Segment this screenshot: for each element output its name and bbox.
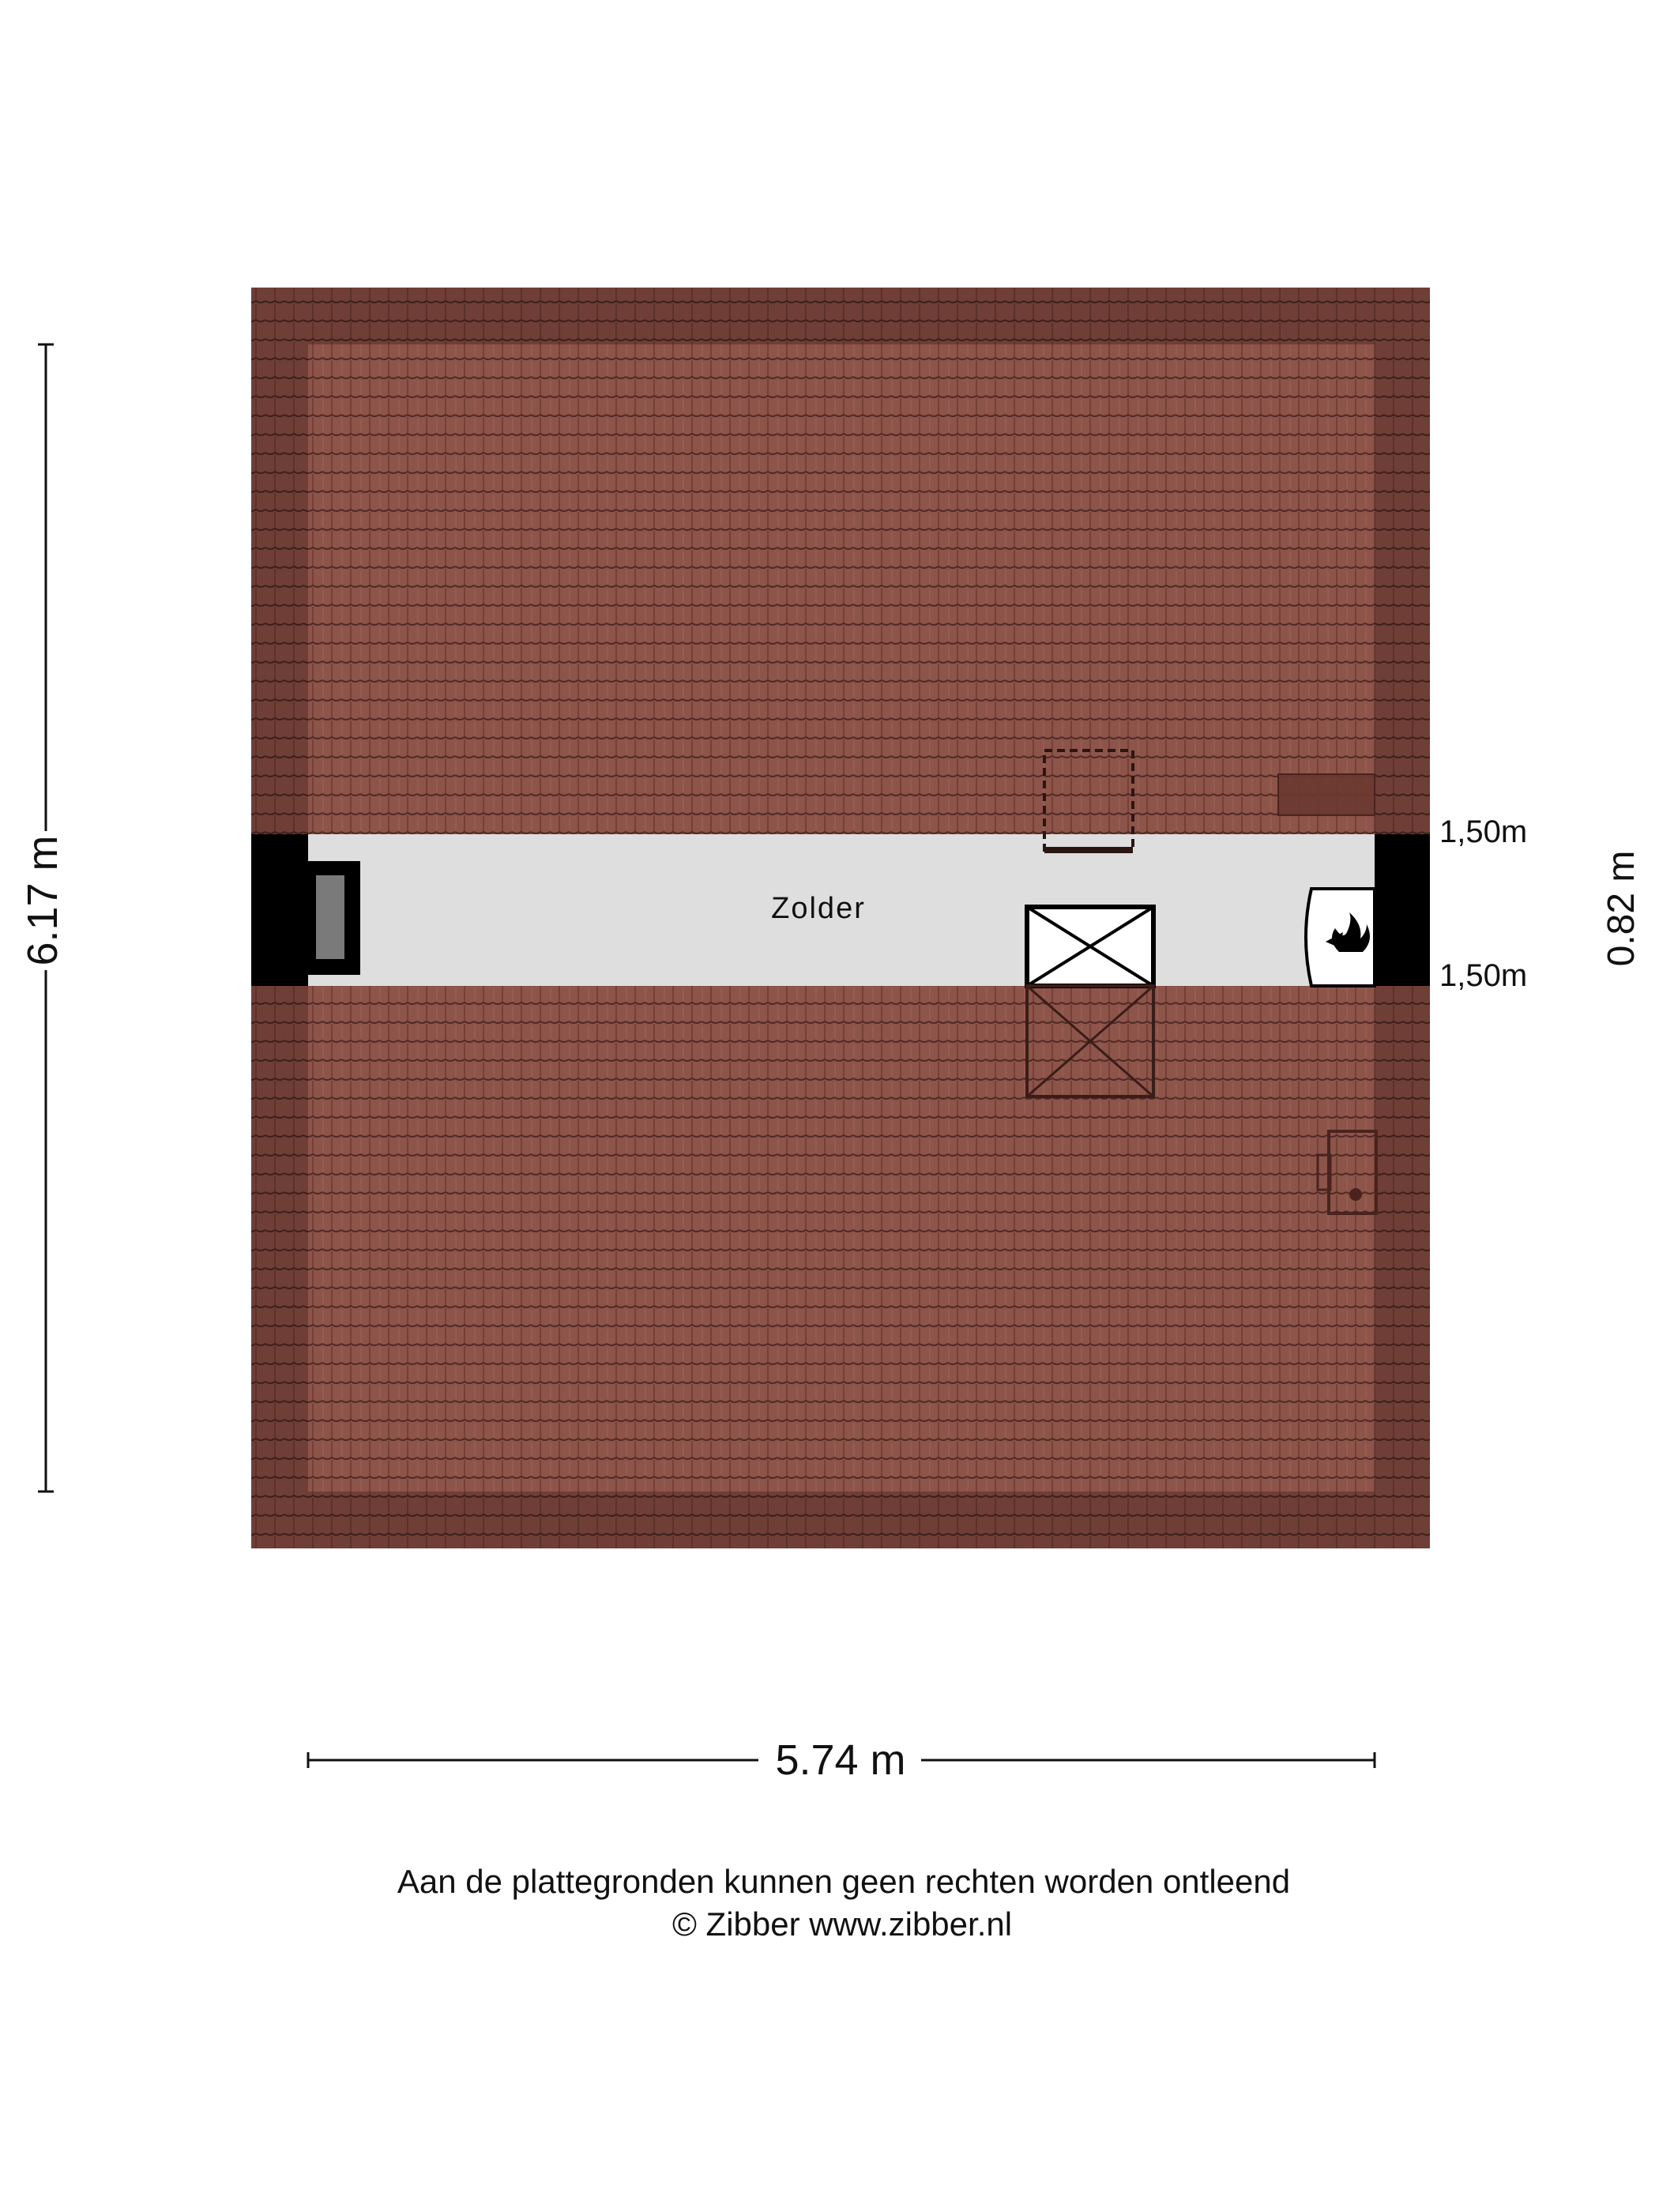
roof-lower: [308, 986, 1375, 1492]
total-height-dimension: 6.17 m: [19, 835, 66, 966]
height-marker-bottom: 1,50m: [1439, 958, 1528, 993]
wall-right: [1375, 834, 1430, 986]
total-width-dimension: 5.74 m: [775, 1736, 906, 1784]
copyright: © Zibber www.zibber.nl: [672, 1905, 1013, 1943]
wall-left: [251, 834, 308, 986]
boiler-icon: [1306, 889, 1375, 986]
chimney-icon: [308, 861, 360, 975]
ventilation-icon: [1278, 774, 1375, 815]
room-label: Zolder: [771, 892, 866, 925]
height-marker-top: 1,50m: [1439, 814, 1528, 849]
room-width-dimension: 0.82 m: [1601, 850, 1642, 967]
roof-upper: [308, 344, 1375, 834]
disclaimer: Aan de plattegronden kunnen geen rechten worden ontleend: [397, 1863, 1291, 1900]
